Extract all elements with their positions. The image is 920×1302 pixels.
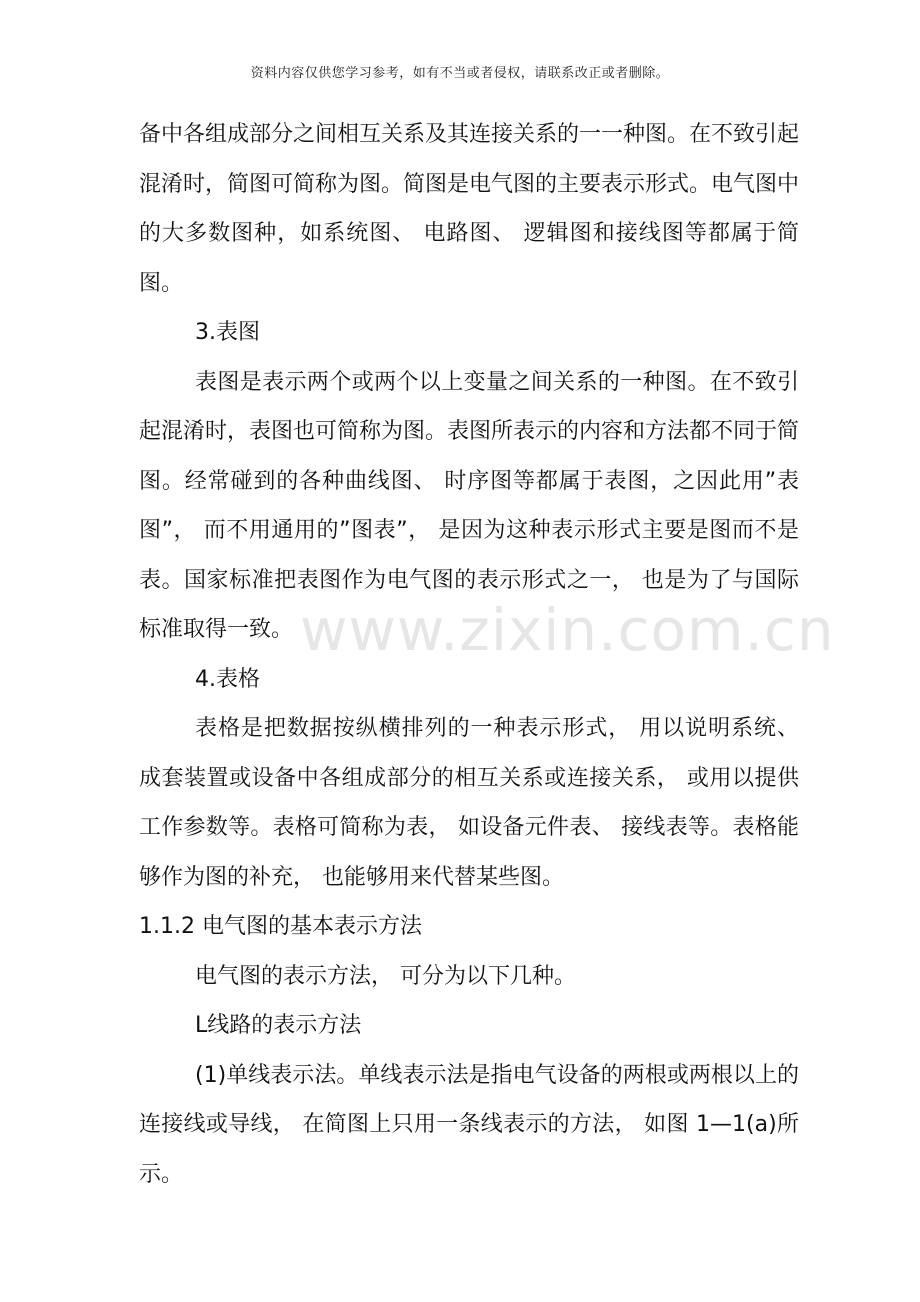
paragraph-methods-intro: 电气图的表示方法， 可分为以下几种。	[195, 963, 576, 989]
subheading-line-methods: L线路的表示方法	[195, 1013, 362, 1038]
paragraph-single-line-method: (1)单线表示法。单线表示法是指电气设备的两根或两根以上的连接线或导线， 在简图上只用一条线表示的方法， 如图 1—1(a)所示。	[139, 1062, 799, 1187]
watermark: www.zixin.com.cn	[300, 596, 835, 664]
section-heading-table-diagram: 3.表图	[195, 320, 260, 345]
section-heading-basic-methods: 1.1.2 电气图的基本表示方法	[139, 914, 422, 939]
paragraph-table: 表格是把数据按纵横排列的一种表示形式， 用以说明系统、 成套装置或设备中各组成部分的相互关系或连接关系， 或用以提供工作参数等。表格可简称为表， 如设备元件表、 接线表等。表格能够作为图的补充， 也能够用来代替某些图。	[139, 716, 799, 890]
document-body	[139, 110, 799, 1199]
disclaimer-header: 资料内容仅供您学习参考，如有不当或者侵权，请联系改正或者删除。	[250, 66, 670, 81]
paragraph-simple-diagram: 备中各组成部分之间相互关系及其连接关系的一一种图。在不致引起混淆时，简图可简称为图。简图是电气图的主要表示形式。电气图中的大多数图种，如系统图、 电路图、 逻辑图和接线图等都属于简图。	[139, 122, 800, 296]
paragraph-table-diagram: 表图是表示两个或两个以上变量之间关系的一种图。在不致引起混淆时，表图也可简称为图。表图所表示的内容和方法都不同于简图。经常碰到的各种曲线图、 时序图等都属于表图，之因此用”表图”， 而不用通用的”图表”， 是因为这种表示形式主要是图而不是表。国家标准把表图作为电气图的表示形式之一， 也是为了与国际标准取得一致。	[139, 369, 800, 642]
section-heading-table: 4.表格	[195, 666, 260, 692]
